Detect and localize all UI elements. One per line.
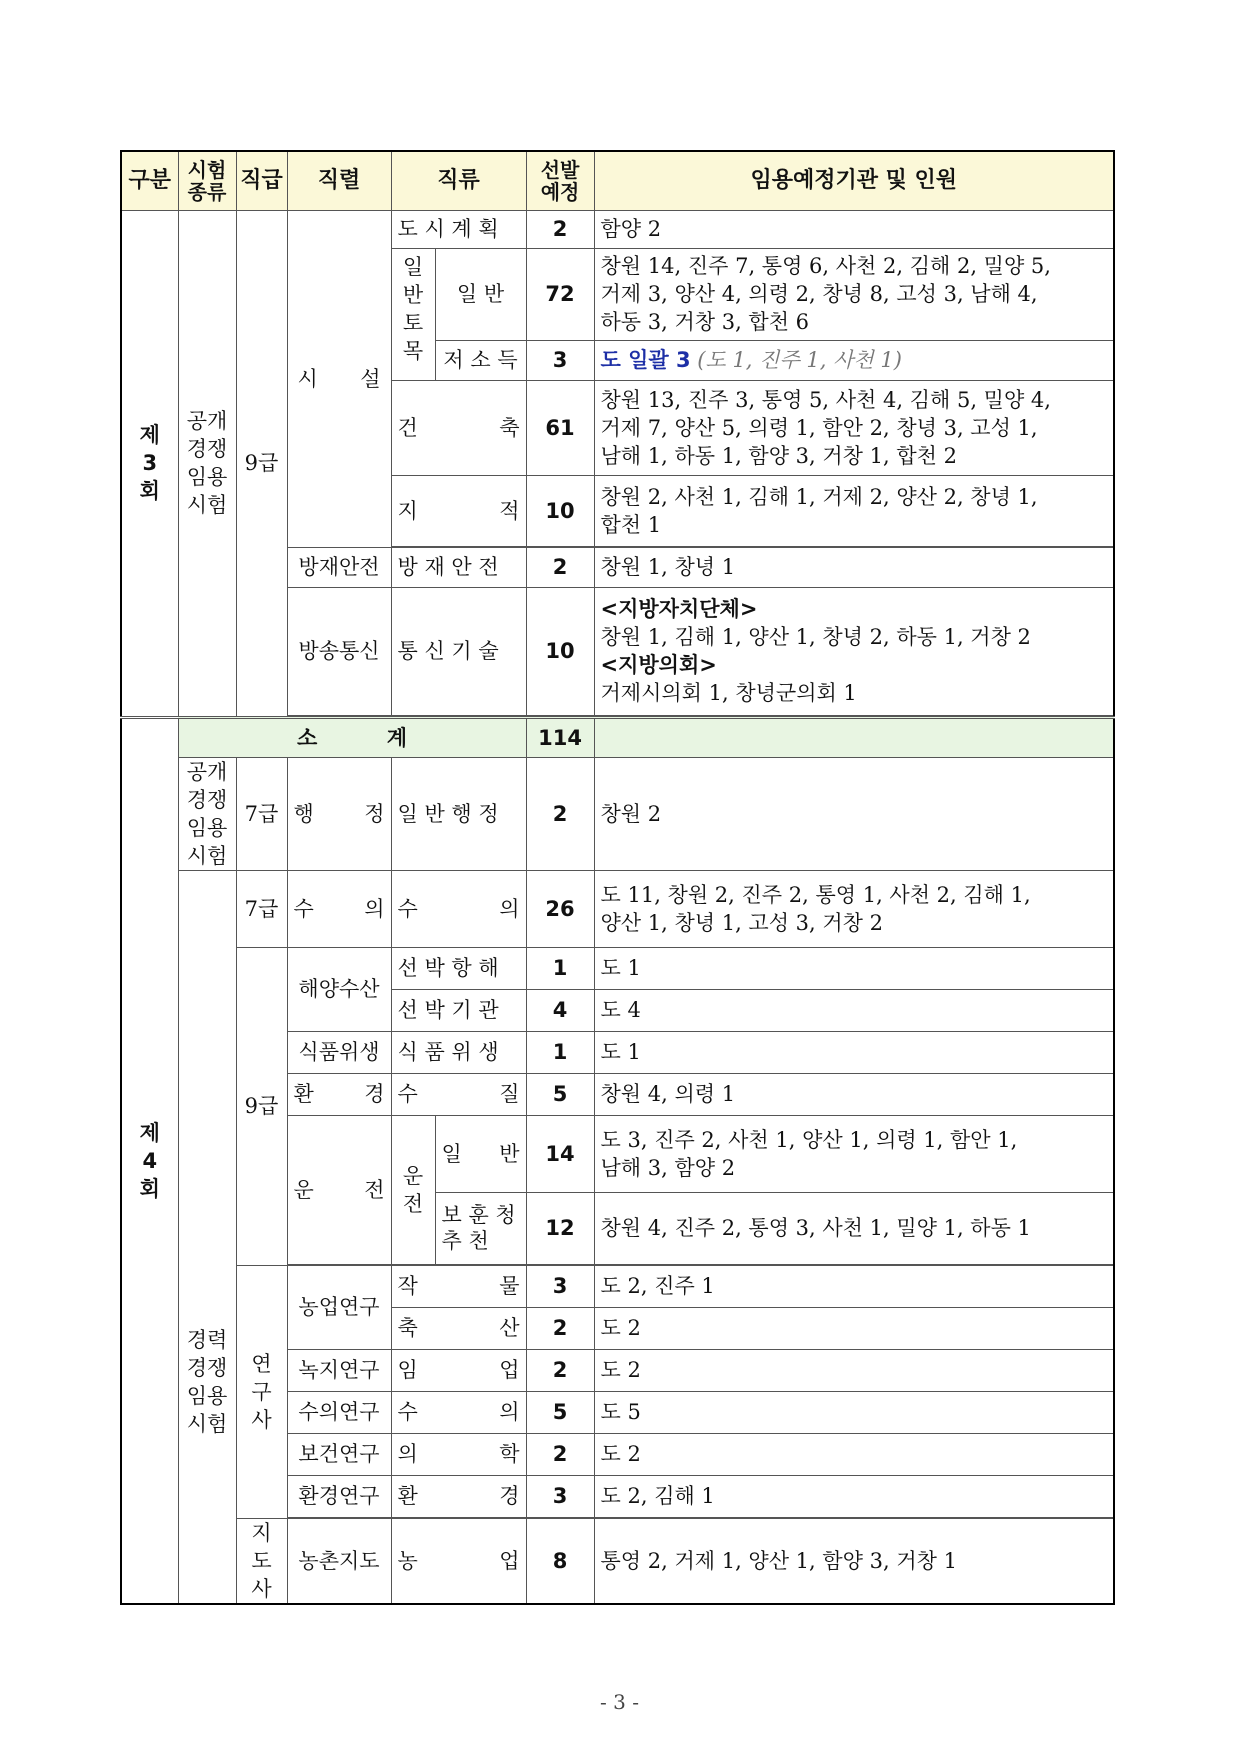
- header-gubun: 구분: [121, 151, 178, 210]
- class-imeop: 임 업: [391, 1349, 526, 1391]
- count-haengjeong: 2: [526, 757, 594, 870]
- class-ilban: 일 반: [435, 248, 526, 340]
- agencies-bohun: 창원 4, 진주 2, 통영 3, 사천 1, 밀양 1, 하동 1: [594, 1192, 1114, 1264]
- table-row: [121, 757, 1114, 870]
- count-geonchuk: 61: [526, 380, 594, 475]
- series-haengjeong: 행 정: [287, 757, 391, 870]
- agencies-hwangyeong-research: 도 2, 김해 1: [594, 1475, 1114, 1517]
- count-imeop: 2: [526, 1349, 594, 1391]
- table-row: [121, 210, 1114, 248]
- agencies-dosi: 함양 2: [594, 210, 1114, 248]
- table-header-row: [121, 151, 1114, 210]
- class-tongsin: 통 신 기 술: [391, 587, 526, 715]
- class-jijeok: 지 적: [391, 475, 526, 546]
- count-bohun: 12: [526, 1192, 594, 1264]
- researcher-group: 연 구 사: [236, 1265, 287, 1518]
- count-sikpum: 1: [526, 1031, 594, 1073]
- count-chuksan: 2: [526, 1307, 594, 1349]
- class-geonchuk: 건 축: [391, 380, 526, 475]
- agencies-nongeop: 통영 2, 거제 1, 양산 1, 함양 3, 거창 1: [594, 1518, 1114, 1604]
- series-haeyang: 해양수산: [287, 947, 391, 1031]
- series-bogeon: 보건연구: [287, 1433, 391, 1475]
- series-siseol: 시 설: [287, 210, 391, 547]
- round-4-label: 제 4 회: [121, 717, 178, 1604]
- agencies-sikpum: 도 1: [594, 1031, 1114, 1073]
- grade-haengjeong: 7급: [236, 757, 287, 870]
- count-jijeok: 10: [526, 475, 594, 546]
- count-suui: 26: [526, 870, 594, 947]
- round-3-exam-type: 공개 경쟁 임용 시험: [178, 210, 236, 717]
- header-series: 직렬: [287, 151, 391, 210]
- series-tongsin: 방송통신: [287, 587, 391, 715]
- class-bohun: 보 훈 청 추 천: [435, 1192, 526, 1264]
- count-tongsin: 10: [526, 587, 594, 715]
- round-4-open-exam: 공개 경쟁 임용 시험: [178, 757, 236, 870]
- grade-9-career: 9급: [236, 947, 287, 1265]
- round-3-grade: 9급: [236, 210, 287, 717]
- header-agencies: 임용예정기관 및 인원: [594, 151, 1114, 210]
- class-hwangyeong-research: 환 경: [391, 1475, 526, 1517]
- subtotal-row: [121, 717, 1114, 757]
- table-row: [121, 1265, 1114, 1307]
- table-row: [121, 870, 1114, 947]
- header-grade: 직급: [236, 151, 287, 210]
- class-sujil: 수 질: [391, 1073, 526, 1115]
- agencies-jijeok: 창원 2, 사천 1, 김해 1, 거제 2, 양산 2, 창녕 1, 합천 1: [594, 475, 1114, 546]
- series-suui-research: 수의연구: [287, 1391, 391, 1433]
- agencies-jakmul: 도 2, 진주 1: [594, 1265, 1114, 1307]
- table-row: [121, 947, 1114, 989]
- header-class: 직류: [391, 151, 526, 210]
- count-nongeop: 8: [526, 1518, 594, 1604]
- class-jeoso: 저 소 득: [435, 340, 526, 380]
- count-sujil: 5: [526, 1073, 594, 1115]
- guide-group: 지 도 사: [236, 1518, 287, 1604]
- agencies-hanghae: 도 1: [594, 947, 1114, 989]
- class-hanghae: 선 박 항 해: [391, 947, 526, 989]
- count-dosi: 2: [526, 210, 594, 248]
- subtotal-label: 소 계: [178, 717, 526, 757]
- count-gigwan: 4: [526, 989, 594, 1031]
- class-jakmul: 작 물: [391, 1265, 526, 1307]
- agencies-geonchuk: 창원 13, 진주 3, 통영 5, 사천 4, 김해 5, 밀양 4, 거제 7, 양산 5, 의령 1, 함안 2, 창녕 3, 고성 1, 남해 1, 하동 1, 함양 3, 거창 1, 합천 2: [594, 380, 1114, 475]
- class-unjeon-ilban: 일 반: [435, 1115, 526, 1192]
- agencies-sujil: 창원 4, 의령 1: [594, 1073, 1114, 1115]
- agencies-unjeon-ilban: 도 3, 진주 2, 사천 1, 양산 1, 의령 1, 함안 1, 남해 3, 함양 2: [594, 1115, 1114, 1192]
- agencies-gigwan: 도 4: [594, 989, 1114, 1031]
- class-sikpum: 식 품 위 생: [391, 1031, 526, 1073]
- grade-suui: 7급: [236, 870, 287, 947]
- agencies-imeop: 도 2: [594, 1349, 1114, 1391]
- agencies-haengjeong: 창원 2: [594, 757, 1114, 870]
- subtotal-count: 114: [526, 717, 594, 757]
- series-nongeop: 농업연구: [287, 1265, 391, 1349]
- class-suui-research: 수 의: [391, 1391, 526, 1433]
- count-unjeon-ilban: 14: [526, 1115, 594, 1192]
- series-hwangyeong-research: 환경연구: [287, 1475, 391, 1517]
- series-bangjae: 방재안전: [287, 547, 391, 587]
- header-planned-count: 선발 예정: [526, 151, 594, 210]
- count-hwangyeong-research: 3: [526, 1475, 594, 1517]
- page-number: - 3 -: [600, 1690, 639, 1714]
- count-jakmul: 3: [526, 1265, 594, 1307]
- series-unjeon: 운 전: [287, 1115, 391, 1264]
- class-chuksan: 축 산: [391, 1307, 526, 1349]
- series-hwangyeong: 환 경: [287, 1073, 391, 1115]
- agencies-chuksan: 도 2: [594, 1307, 1114, 1349]
- class-dosi: 도 시 계 획: [391, 210, 526, 248]
- class-haengjeong: 일 반 행 정: [391, 757, 526, 870]
- agencies-ilban: 창원 14, 진주 7, 통영 6, 사천 2, 김해 2, 밀양 5, 거제 3, 양산 4, 의령 2, 창녕 8, 고성 3, 남해 4, 하동 3, 거창 3, 합천 6: [594, 248, 1114, 340]
- count-hanghae: 1: [526, 947, 594, 989]
- count-ilban: 72: [526, 248, 594, 340]
- count-bangjae: 2: [526, 547, 594, 587]
- class-nongeop: 농 업: [391, 1518, 526, 1604]
- class-suui: 수 의: [391, 870, 526, 947]
- class-bangjae: 방 재 안 전: [391, 547, 526, 587]
- round-4-career-exam: 경력 경쟁 임용 시험: [178, 870, 236, 1604]
- count-jeoso: 3: [526, 340, 594, 380]
- series-nongchon: 농촌지도: [287, 1518, 391, 1604]
- recruitment-table: [120, 150, 1115, 1605]
- agencies-bangjae: 창원 1, 창녕 1: [594, 547, 1114, 587]
- class-uihak: 의 학: [391, 1433, 526, 1475]
- table-row: [121, 1518, 1114, 1604]
- subtotal-agencies: [594, 717, 1114, 757]
- sub-ilban-tomok: 일 반 토 목: [391, 248, 435, 380]
- class-gigwan: 선 박 기 관: [391, 989, 526, 1031]
- agencies-tongsin: <지방자치단체> 창원 1, 김해 1, 양산 1, 창녕 2, 하동 1, 거창 2 <지방의회> 거제시의회 1, 창녕군의회 1: [594, 587, 1114, 715]
- header-exam-type: 시험 종류: [178, 151, 236, 210]
- sub-unjeon: 운 전: [391, 1115, 435, 1264]
- series-noksi: 녹지연구: [287, 1349, 391, 1391]
- agencies-suui: 도 11, 창원 2, 진주 2, 통영 1, 사천 2, 김해 1, 양산 1, 창녕 1, 고성 3, 거창 2: [594, 870, 1114, 947]
- agencies-uihak: 도 2: [594, 1433, 1114, 1475]
- series-sikpum: 식품위생: [287, 1031, 391, 1073]
- agencies-jeoso: 도 일괄 3 (도 1, 진주 1, 사천 1): [594, 340, 1114, 380]
- series-suui: 수 의: [287, 870, 391, 947]
- round-3-label: 제 3 회: [121, 210, 178, 717]
- agencies-suui-research: 도 5: [594, 1391, 1114, 1433]
- count-uihak: 2: [526, 1433, 594, 1475]
- count-suui-research: 5: [526, 1391, 594, 1433]
